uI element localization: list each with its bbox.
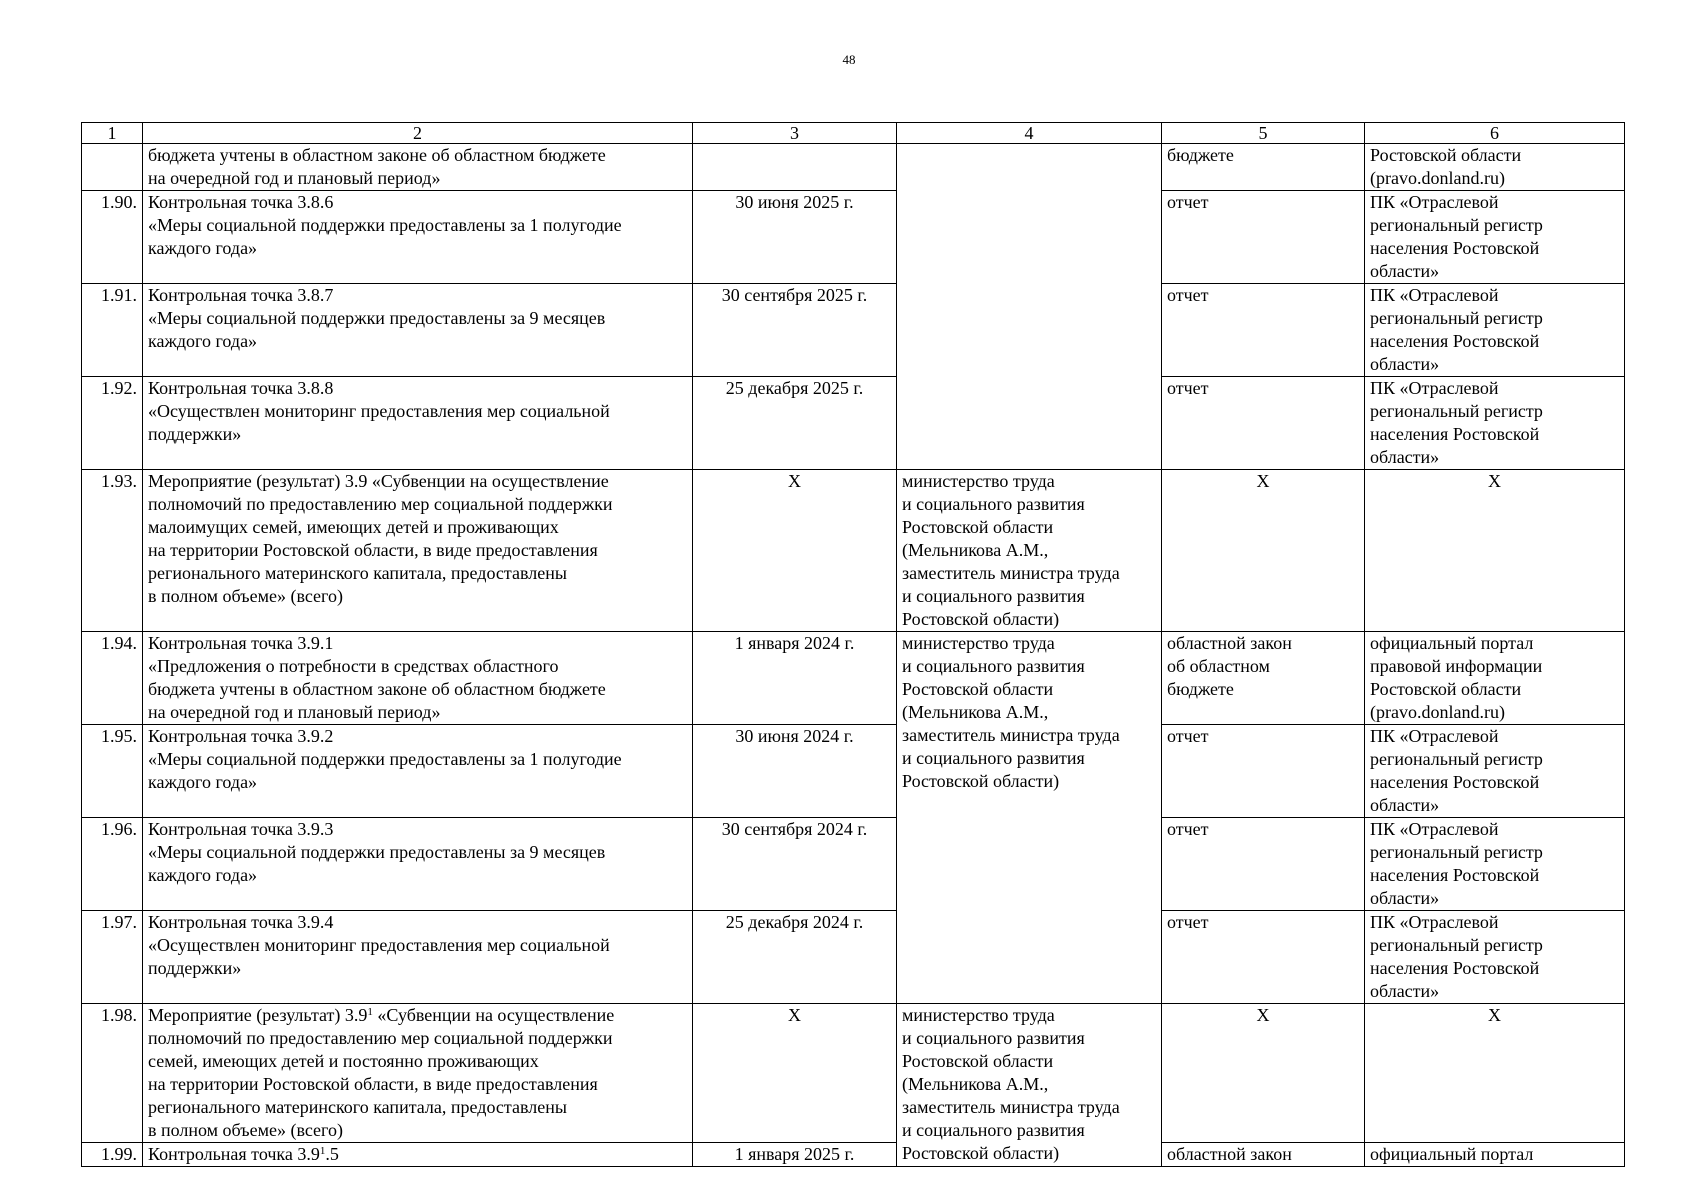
row-number: 1.91. — [82, 284, 143, 377]
row-description: Контрольная точка 3.8.6 «Меры социальной поддержки предоставлены за 1 полугодие каждого года» — [143, 191, 693, 284]
row-source: ПК «Отраслевой региональный регистр населения Ростовской области» — [1365, 911, 1625, 1004]
superscript: 1 — [319, 1145, 326, 1157]
table-row — [82, 191, 1625, 284]
page-number: 48 — [842, 52, 856, 67]
row-date: 25 декабря 2025 г. — [693, 377, 897, 470]
row-number — [82, 144, 143, 191]
row-description-rest: «Субвенции на осуществление полномочий по предоставлению мер социальной поддержки семей, имеющих детей и постоянно проживающих на территории Ростовской области, в виде предоставления регионального материнского капитала, предоставлены в полном объеме» (всего) — [148, 1005, 615, 1140]
row-document: отчет — [1162, 911, 1365, 1004]
table-row — [82, 911, 1625, 1004]
table-row — [82, 144, 1625, 191]
row-document: отчет — [1162, 191, 1365, 284]
row-source: официальный портал — [1365, 1143, 1625, 1167]
row-date: 30 июня 2024 г. — [693, 725, 897, 818]
row-source: Ростовской области (pravo.donland.ru) — [1365, 144, 1625, 191]
row-document: областной закон — [1162, 1143, 1365, 1167]
table-row — [82, 284, 1625, 377]
table-row — [82, 632, 1625, 725]
row-number: 1.90. — [82, 191, 143, 284]
row-description: Контрольная точка 3.9.3 «Меры социальной поддержки предоставлены за 9 месяцев каждого года» — [143, 818, 693, 911]
row-source: ПК «Отраслевой региональный регистр населения Ростовской области» — [1365, 377, 1625, 470]
table-header-row — [82, 123, 1625, 144]
row-document: отчет — [1162, 377, 1365, 470]
row-source: X — [1365, 470, 1625, 632]
row-date: 25 декабря 2024 г. — [693, 911, 897, 1004]
row-number: 1.94. — [82, 632, 143, 725]
row-document: областной закон об областном бюджете — [1162, 632, 1365, 725]
row-responsible: министерство труда и социального развития Ростовской области (Мельникова А.М., заместитель министра труда и социального развития Ростовской области) — [897, 1004, 1162, 1167]
row-source: ПК «Отраслевой региональный регистр населения Ростовской области» — [1365, 191, 1625, 284]
row-description — [143, 1143, 693, 1167]
row-description: Контрольная точка 3.9.2 «Меры социальной поддержки предоставлены за 1 полугодие каждого года» — [143, 725, 693, 818]
row-document: отчет — [1162, 725, 1365, 818]
superscript: 1 — [367, 1006, 373, 1018]
header-cell: 3 — [693, 123, 897, 144]
plan-table — [81, 122, 1625, 1167]
row-description: Контрольная точка 3.9.1 «Предложения о потребности в средствах областного бюджета учтены в областном законе об областном бюджете на очередной год и плановый период» — [143, 632, 693, 725]
row-description: Контрольная точка 3.8.7 «Меры социальной поддержки предоставлены за 9 месяцев каждого года» — [143, 284, 693, 377]
row-number: 1.92. — [82, 377, 143, 470]
row-document: бюджете — [1162, 144, 1365, 191]
row-number: 1.97. — [82, 911, 143, 1004]
row-source: ПК «Отраслевой региональный регистр населения Ростовской области» — [1365, 725, 1625, 818]
table-row — [82, 1143, 1625, 1167]
row-date: 1 января 2024 г. — [693, 632, 897, 725]
row-number: 1.93. — [82, 470, 143, 632]
row-date — [693, 144, 897, 191]
row-number: 1.99. — [82, 1143, 143, 1167]
row-date: 30 июня 2025 г. — [693, 191, 897, 284]
header-cell: 1 — [82, 123, 143, 144]
table-row — [82, 818, 1625, 911]
row-date: 30 сентября 2025 г. — [693, 284, 897, 377]
header-cell: 4 — [897, 123, 1162, 144]
row-date: 30 сентября 2024 г. — [693, 818, 897, 911]
row-description: Контрольная точка 3.9.4 «Осуществлен мониторинг предоставления мер социальной поддержки» — [143, 911, 693, 1004]
table-row — [82, 470, 1625, 632]
table-row — [82, 377, 1625, 470]
header-cell: 5 — [1162, 123, 1365, 144]
row-number: 1.95. — [82, 725, 143, 818]
row-date: X — [693, 470, 897, 632]
row-number: 1.96. — [82, 818, 143, 911]
row-document: X — [1162, 1004, 1365, 1143]
header-cell: 2 — [143, 123, 693, 144]
row-description: Контрольная точка 3.8.8 «Осуществлен мониторинг предоставления мер социальной поддержки» — [143, 377, 693, 470]
table-row — [82, 725, 1625, 818]
row-description — [143, 1004, 693, 1143]
row-responsible: министерство труда и социального развития Ростовской области (Мельникова А.М., заместитель министра труда и социального развития Ростовской области) — [897, 470, 1162, 632]
row-description-prefix: Контрольная точка 3.9 — [148, 1144, 320, 1164]
row-document: отчет — [1162, 818, 1365, 911]
row-responsible — [897, 144, 1162, 470]
row-source: X — [1365, 1004, 1625, 1143]
row-date: X — [693, 1004, 897, 1143]
row-number: 1.98. — [82, 1004, 143, 1143]
row-description-rest: .5 — [325, 1144, 339, 1164]
table-row — [82, 1004, 1625, 1143]
row-date: 1 января 2025 г. — [693, 1143, 897, 1167]
row-responsible: министерство труда и социального развития Ростовской области (Мельникова А.М., заместитель министра труда и социального развития Ростовской области) — [897, 632, 1162, 1004]
row-source: ПК «Отраслевой региональный регистр населения Ростовской области» — [1365, 284, 1625, 377]
row-description: Мероприятие (результат) 3.9 «Субвенции на осуществление полномочий по предоставлению мер социальной поддержки малоимущих семей, имеющих детей и проживающих на территории Ростовской области, в виде предоставления регионального материнского капитала, предоставлены в полном объеме» (всего) — [143, 470, 693, 632]
header-cell: 6 — [1365, 123, 1625, 144]
row-source: официальный портал правовой информации Ростовской области (pravo.donland.ru) — [1365, 632, 1625, 725]
row-document: X — [1162, 470, 1365, 632]
row-source: ПК «Отраслевой региональный регистр населения Ростовской области» — [1365, 818, 1625, 911]
row-document: отчет — [1162, 284, 1365, 377]
row-description: бюджета учтены в областном законе об областном бюджете на очередной год и плановый период» — [143, 144, 693, 191]
row-description-prefix: Мероприятие (результат) 3.9 — [148, 1005, 368, 1025]
